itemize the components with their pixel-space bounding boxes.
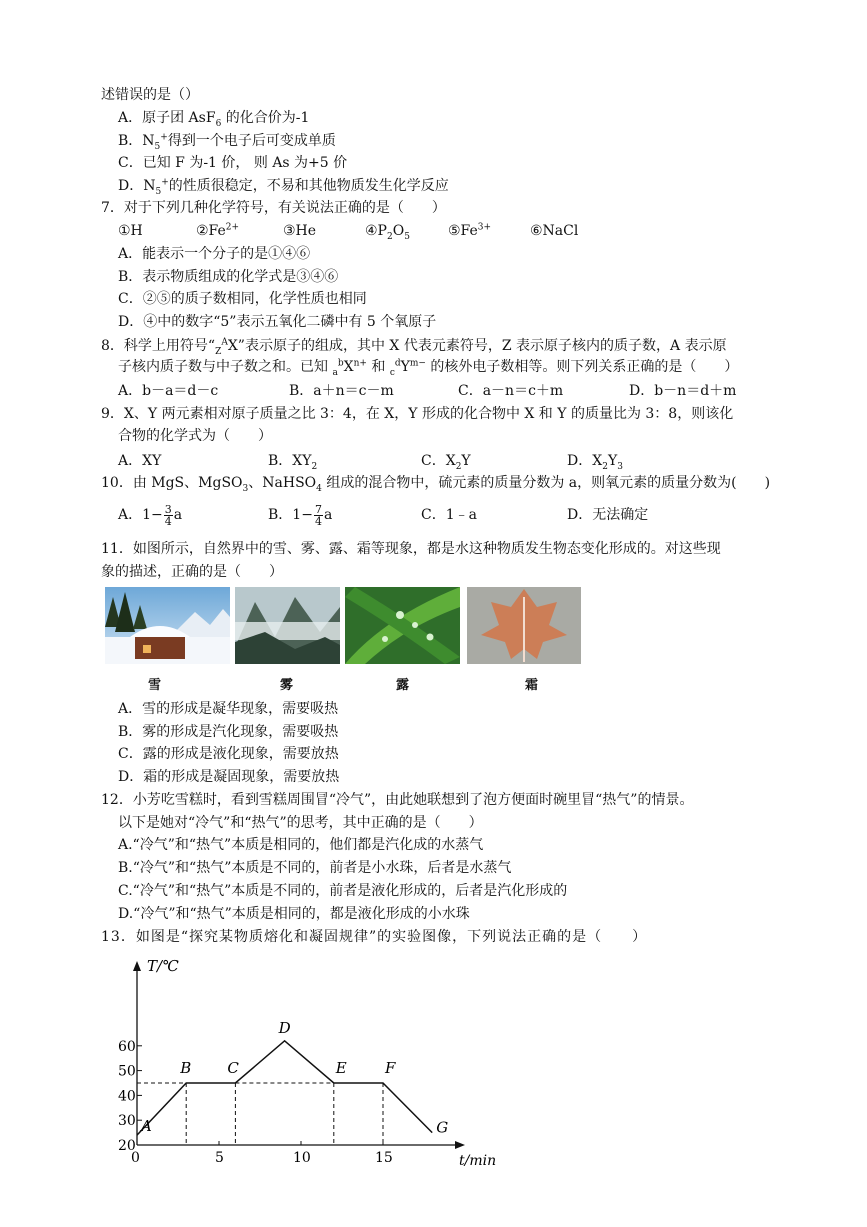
q7-symbol-6: ⑥NaCl — [530, 223, 579, 239]
q8-stem-line1: 8．科学上用符号“$_Z^AX$”表示原子的组成，其中 X 代表元素符号，Z 表示原子核内的质子数，A 表示原 — [101, 337, 727, 357]
q7-option-a[interactable]: A．能表示一个分子的是①④⑥ — [118, 246, 311, 262]
q12-option-c[interactable]: C.“冷气”和“热气”本质是不同的，前者是液化形成的，后者是汽化形成的 — [118, 883, 568, 899]
q9-option-c[interactable]: C．$X_2Y$ — [421, 453, 471, 472]
q13-stem: 13．如图是“探究某物质熔化和凝固规律”的实验图像，下列说法正确的是（ ） — [101, 929, 648, 945]
q7-symbol-3: ③He — [283, 223, 317, 239]
q7-symbol-4: $④P_2O_5$ — [365, 223, 410, 242]
x-axis-label: t/min — [459, 1153, 497, 1169]
point-label-g: G — [436, 1118, 449, 1137]
snow-image — [105, 587, 230, 664]
caption-fog: 雾 — [280, 678, 294, 693]
q10-option-b[interactable]: B．1− $\frac{7}{4}$ a — [268, 502, 333, 528]
y-axis-label: T/℃ — [147, 957, 179, 975]
q6-option-c[interactable]: C．已知 F 为-1 价， 则 As 为+5 价 — [118, 155, 348, 171]
point-label-b: B — [180, 1059, 192, 1077]
q10-option-a[interactable]: A．1− $\frac{3}{4}$ a — [118, 502, 183, 528]
caption-frost: 霜 — [525, 678, 539, 693]
x-tick-label: 5 — [215, 1150, 224, 1166]
point-label-e: E — [335, 1059, 347, 1077]
q9-option-b[interactable]: B．$XY_2$ — [268, 453, 318, 472]
q9-stem-line1: 9．X、Y 两元素相对原子质量之比 3：4，在 X，Y 形成的化合物中 X 和 Y 的质量比为 3：8，则该化 — [101, 406, 734, 422]
x-axis-arrow — [455, 1141, 465, 1149]
q8-option-a[interactable]: A．b－a＝d－c — [118, 383, 219, 399]
q11-stem-line1: 11．如图所示，自然界中的雪、雾、露、霜等现象，都是水这种物质发生物态变化形成的。对这些现 — [101, 541, 721, 557]
q12-option-d[interactable]: D.“冷气”和“热气”本质是相同的，都是液化形成的小水珠 — [118, 906, 470, 922]
q10-option-c[interactable]: C．1﹣a — [421, 507, 477, 523]
q8-option-d[interactable]: D．b－n＝d＋m — [629, 383, 737, 399]
point-label-d: D — [278, 1018, 291, 1037]
q7-option-d[interactable]: D．④中的数字“5”表示五氧化二磷中有 5 个氧原子 — [118, 314, 437, 330]
q6-option-d[interactable]: D．$N_5^+$的性质很稳定，不易和其他物质发生化学反应 — [118, 177, 449, 197]
temperature-curve — [137, 1041, 432, 1135]
frost-image — [467, 587, 581, 664]
q12-option-a[interactable]: A.“冷气”和“热气”本质是相同的，他们都是汽化成的水蒸气 — [118, 837, 484, 853]
q11-option-c[interactable]: C．露的形成是液化现象，需要放热 — [118, 746, 339, 762]
q8-stem-line2: 子核内质子数与中子数之和。已知 $_a^bX^{n+}$ 和 $_c^dY^{m-}$ 的核外电子数相等。则下列关系正确的是（ ） — [118, 358, 739, 378]
q7-symbol-5: $⑤Fe^{3+}$ — [448, 222, 492, 239]
y-tick-label: 40 — [118, 1088, 136, 1105]
point-label-a: A — [141, 1117, 152, 1136]
y-tick-label: 60 — [118, 1038, 136, 1055]
fog-image — [235, 587, 340, 664]
melting-curve-chart — [110, 955, 510, 1175]
q9-option-a[interactable]: A．XY — [118, 453, 162, 469]
dew-image — [345, 587, 460, 664]
caption-dew: 露 — [396, 678, 410, 693]
q7-option-c[interactable]: C．②⑤的质子数相同，化学性质也相同 — [118, 291, 367, 307]
q7-symbol-1: ①H — [118, 223, 143, 239]
q11-option-a[interactable]: A．雪的形成是凝华现象，需要吸热 — [118, 701, 339, 717]
q7-symbol-2: $②Fe^{2+}$ — [196, 222, 240, 239]
q12-stem-line1: 12．小芳吃雪糕时，看到雪糕周围冒“冷气”，由此她联想到了泡方便面时碗里冒“热气”的情景。 — [101, 792, 694, 808]
q6-option-b[interactable]: B．$N_5^+$得到一个电子后可变成单质 — [118, 132, 336, 152]
q7-option-b[interactable]: B．表示物质组成的化学式是③④⑥ — [118, 269, 339, 285]
point-label-f: F — [385, 1059, 396, 1077]
q8-option-c[interactable]: C．a－n＝c＋m — [458, 383, 564, 399]
q8-option-b[interactable]: B．a＋n＝c－m — [289, 383, 394, 399]
y-tick-label: 30 — [118, 1113, 136, 1130]
q10-stem: 10．由 MgS、MgSO$_3$、NaHSO$_4$ 组成的混合物中，硫元素的质量分数为 a，则氧元素的质量分数为( ) — [101, 475, 771, 494]
x-tick-label: 10 — [293, 1150, 311, 1166]
q9-stem-line2: 合物的化学式为（ ） — [118, 428, 272, 444]
q6-option-a[interactable]: A．原子团 AsF$_6$ 的化合价为-1 — [118, 110, 310, 129]
q11-option-d[interactable]: D．霜的形成是凝固现象，需要放热 — [118, 769, 340, 785]
y-tick-label: 50 — [118, 1063, 136, 1080]
y-tick-label: 20 — [118, 1138, 136, 1154]
q9-option-d[interactable]: D．$X_2Y_3$ — [567, 453, 623, 472]
x-tick-label: 15 — [375, 1150, 393, 1166]
q11-option-b[interactable]: B．雾的形成是汽化现象，需要吸热 — [118, 724, 339, 740]
q7-stem: 7．对于下列几种化学符号，有关说法正确的是（ ） — [101, 200, 446, 216]
q10-option-d[interactable]: D．无法确定 — [567, 507, 649, 523]
caption-snow: 雪 — [148, 678, 162, 693]
point-label-c: C — [227, 1059, 239, 1077]
y-axis-arrow — [133, 961, 141, 971]
q12-option-b[interactable]: B.“冷气”和“热气”本质是不同的，前者是小水珠，后者是水蒸气 — [118, 860, 512, 876]
q12-stem-line2: 以下是她对“冷气”和“热气”的思考，其中正确的是（ ） — [118, 815, 483, 831]
q11-stem-line2: 象的描述，正确的是（ ） — [101, 564, 283, 580]
question-intro: 述错误的是（） — [101, 87, 199, 103]
x-tick-label: 0 — [131, 1150, 140, 1166]
